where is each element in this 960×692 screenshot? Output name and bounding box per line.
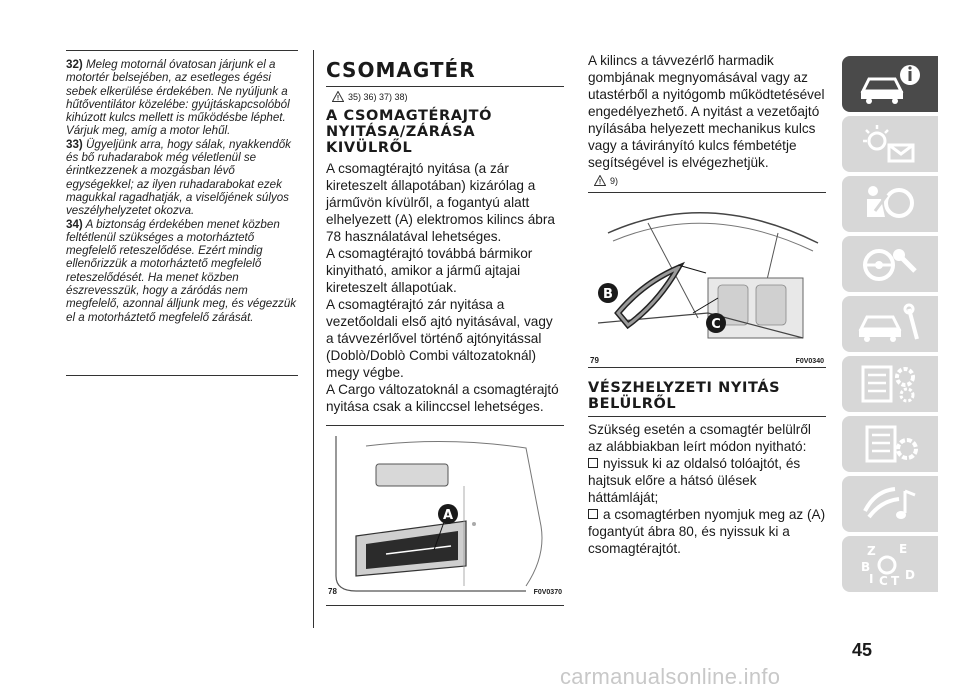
tab-index[interactable] <box>842 536 938 592</box>
tab-technical-data[interactable] <box>842 416 938 472</box>
airbag-safety-icon <box>855 181 925 227</box>
tab-emergency[interactable] <box>842 296 938 352</box>
tab-car-info[interactable] <box>842 56 938 112</box>
paragraph: A Cargo változatoknál a csomagtérajtó nyitása csak a kilinccsel lehetséges. <box>326 382 559 414</box>
page-title: CSOMAGTÉR <box>326 58 476 82</box>
svg-text:E: E <box>899 542 908 556</box>
bullet-item: nyissuk ki az oldalsó tolóajtót, és hajtsuk előre a hátsó ülések háttámláját; <box>588 456 801 505</box>
tab-maintenance[interactable] <box>842 356 938 412</box>
tailgate-handle-illustration <box>326 426 564 598</box>
svg-text:Z: Z <box>867 544 876 558</box>
checkbox-bullet-icon <box>588 509 598 519</box>
svg-text:T: T <box>891 574 900 587</box>
tailgate-interior-illustration <box>588 193 826 367</box>
main-column <box>326 50 564 598</box>
warning-refs: 9) <box>594 175 826 186</box>
technical-data-icon <box>855 421 925 467</box>
page-number: 45 <box>852 640 873 660</box>
section-subtitle: A CSOMAGTÉRAJTÓ NYITÁSA/ZÁRÁSA KIVÜLRŐL <box>326 108 493 156</box>
svg-text:C: C <box>711 317 721 332</box>
steering-wheel-key-icon <box>855 241 925 287</box>
svg-text:B: B <box>603 287 613 302</box>
chapter-tabs <box>842 56 938 596</box>
figure-code: F0V0340 <box>795 358 824 365</box>
figure-79 <box>588 192 826 367</box>
maintenance-gears-icon <box>855 361 925 407</box>
warning-refs: 35) 36) 37) 38) <box>332 91 564 102</box>
paragraph: A csomagtérajtó zár nyitása a vezetőoldali első ajtó nyitásával, vagy a távvezérlővel történő ajtónyitással (Doblò/Doblò Combi változatoknál) megy végbe. <box>326 297 553 380</box>
tab-driving[interactable] <box>842 236 938 292</box>
car-info-icon <box>855 61 925 107</box>
watermark: carmanualsonline.info <box>560 664 781 689</box>
svg-text:D: D <box>905 568 915 582</box>
right-column <box>588 52 826 557</box>
svg-text:I: I <box>869 572 874 586</box>
note-34: 34) A biztonság érdekében menet közben feltétlenül szükséges a motorháztető megfelelő reteszelődése. Ezért mindig ellenőrizzük a motorháztető megfelelő reteszelődését. Ha menet közben észrevesszük, hogy a záródás nem megfelelő, azonnal álljunk meg, és végezzük el a motorháztető megfelelő zárását. <box>66 217 297 324</box>
note-32: 32) Meleg motornál óvatosan járjunk el a motortér belsejében, az esetleges égési sebek elkerülése érdekében. Ne nyúljunk a hűtőventilátor közelébe: gyújtáskapcsolóból kihúzott kulcs mellett is működésbe léphet. Várjuk meg, amíg a motor lehűl. <box>66 58 290 138</box>
warning-triangle-icon <box>332 91 344 102</box>
figure-number: 79 <box>590 356 599 365</box>
warning-triangle-icon <box>594 175 606 186</box>
left-notes <box>66 58 298 324</box>
tab-safety[interactable] <box>842 176 938 232</box>
svg-text:C: C <box>879 574 888 587</box>
figure-number: 78 <box>328 587 337 596</box>
figure-78 <box>326 425 564 598</box>
paragraph: A kilincs a távvezérlő harmadik gombjának megnyomásával vagy az utastérből a nyitógomb működtetésével engedélyezhető. A nyitást a vezetőajtó nyílásába helyezett mechanikus kulcs vagy a távirányító kulcs fémbetétje segítségével is elvégezhetjük. <box>588 53 825 170</box>
checkbox-bullet-icon <box>588 458 598 468</box>
svg-text:A: A <box>442 508 454 523</box>
paragraph: A csomagtérajtó továbbá bármikor kinyitható, amikor a jármű ajtajai kireteszelt állapotúak. <box>326 246 533 295</box>
figure-code: F0V0370 <box>533 589 562 596</box>
alphabetical-index-icon <box>855 541 925 587</box>
tab-multimedia[interactable] <box>842 476 938 532</box>
svg-text:B: B <box>861 560 871 574</box>
dashboard-lights-icon <box>855 121 925 167</box>
multimedia-music-icon <box>855 481 925 527</box>
paragraph: A csomagtérajtó nyitása (a zár kireteszelt állapotában) kizárólag a járművön kívülről, a fogantyú alatt elhelyezett (A) elektromos kilincs ábra 78 használatával lehetséges. <box>326 161 555 244</box>
bullet-item: a csomagtérben nyomjuk meg az (A) fogantyút ábra 80, és nyissuk ki a csomagtérajtót. <box>588 507 826 556</box>
section-subtitle: VÉSZHELYZETI NYITÁS BELÜLRŐL <box>588 380 781 412</box>
note-33: 33) Ügyeljünk arra, hogy sálak, nyakkendők és bő ruhadarabok még véletlenül se érintkezzenek a mozgásban lévő egységekkel; az ilyen ruhadarabokat ezek magukkal ragadhatják, a viselőjének súlyos veszélyhelyzetet okozva. <box>66 137 291 218</box>
tab-dashboard[interactable] <box>842 116 938 172</box>
paragraph: Szükség esetén a csomagtér belülről az alábbiakban leírt módon nyitható: <box>588 422 811 454</box>
car-warning-tools-icon <box>855 301 925 347</box>
